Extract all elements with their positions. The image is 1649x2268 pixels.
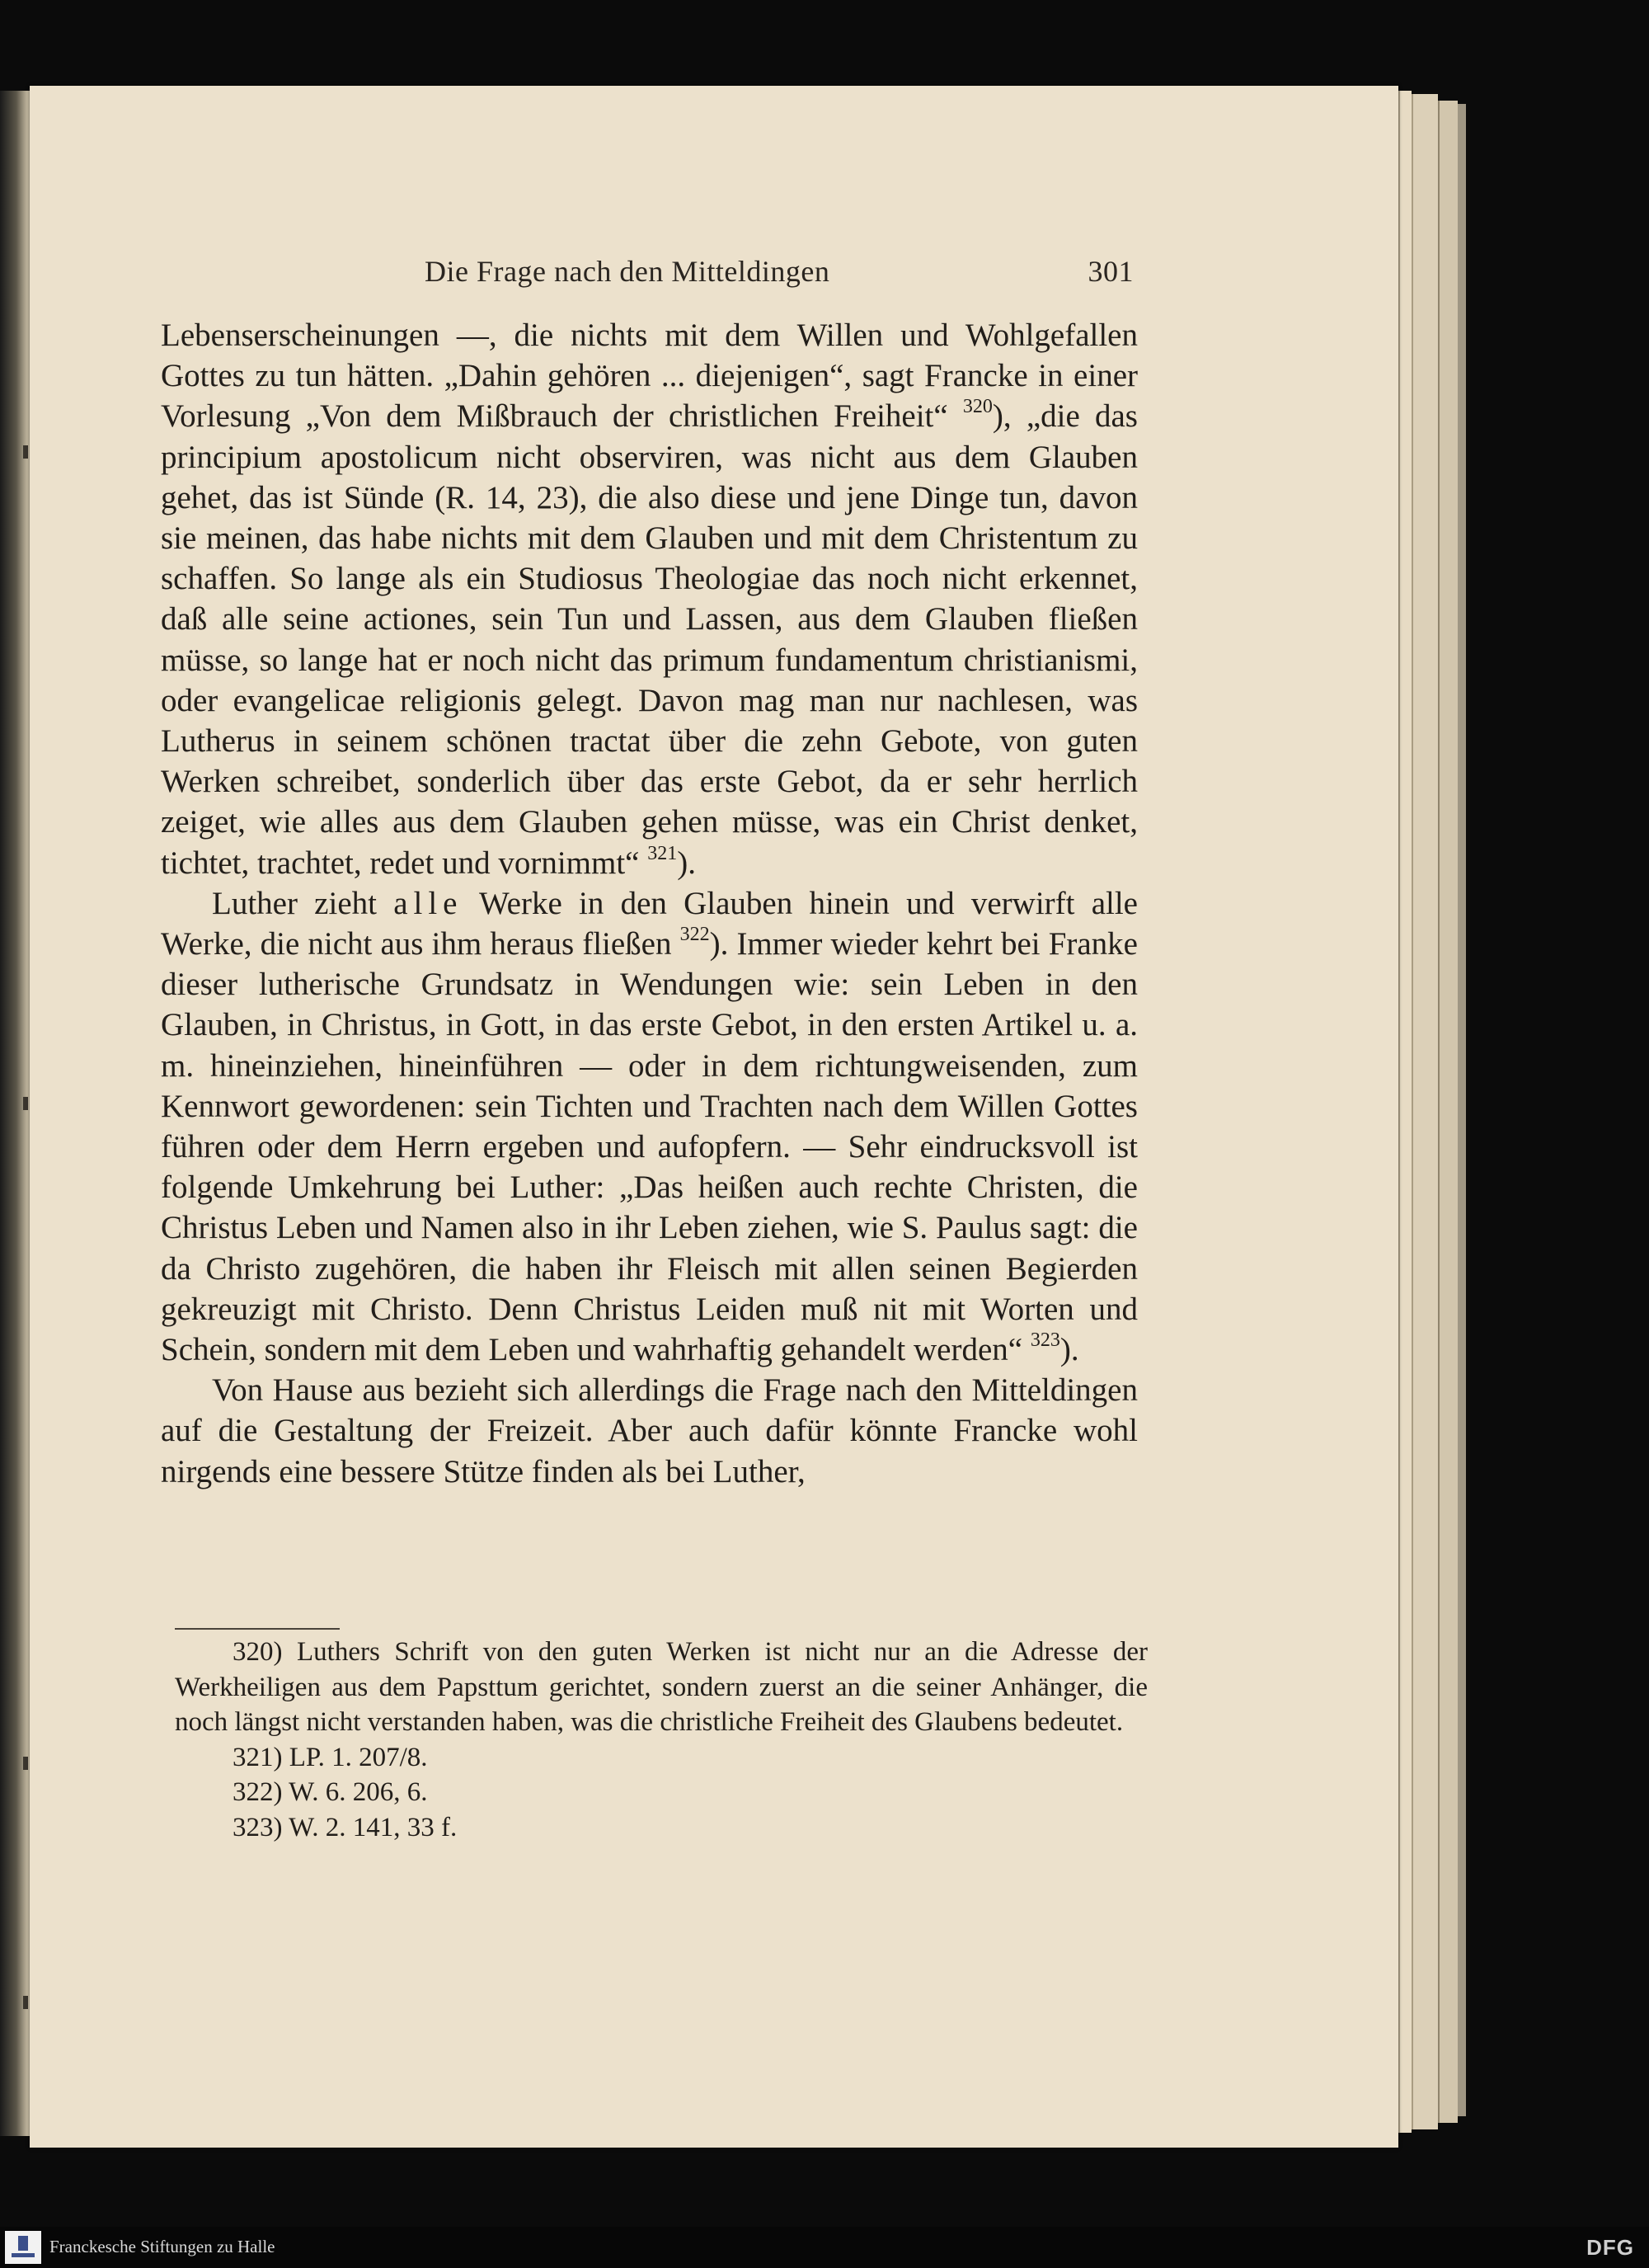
footnotes <box>175 1635 1148 1845</box>
footnote-ref: 320 <box>962 396 993 418</box>
footnote-ref: 323 <box>1030 1329 1060 1352</box>
running-head-title: Die Frage nach den Mitteldingen <box>425 255 830 288</box>
book-left-edge <box>0 91 30 2136</box>
paragraph-3 <box>161 1370 1138 1492</box>
dfg-logo: DFG <box>1586 2235 1634 2260</box>
paragraph-text: Lebenserscheinungen —, die nichts mit dem Willen und Wohlgefallen Gottes zu tun hätten. „Dahin gehören ... diejenigen“, sagt Francke in einer Vorlesung „Von dem Mißbrauch der christlichen Freiheit“ <box>161 318 1138 435</box>
page-number: 301 <box>1088 255 1134 288</box>
gutter-mark <box>23 445 28 459</box>
institution-logo-icon <box>5 2231 41 2264</box>
page-edge-layer <box>1458 104 1466 2116</box>
gutter-mark <box>23 1996 28 2009</box>
page-edge-layer <box>1438 101 1458 2123</box>
footnote-separator <box>175 1628 340 1630</box>
page-edge-layer <box>1398 91 1412 2133</box>
logo-base <box>12 2253 35 2257</box>
paragraph-1 <box>161 315 1138 883</box>
page-edge-layer <box>1412 94 1438 2129</box>
footnote-ref: 321 <box>647 842 678 864</box>
paragraph-text: ). <box>1059 1332 1079 1368</box>
footnote-320: 320) Luthers Schrift von den guten Werken ist nicht nur an die Adresse der Werkheiligen aus dem Papsttum gerichtet, sondern zuerst an die seiner Anhänger, die noch längst nicht verstanden haben, was die christliche Freiheit des Glaubens bedeutet. <box>175 1637 1148 1737</box>
footnote-322: 322) W. 6. 206, 6. <box>233 1777 428 1807</box>
gutter-mark <box>23 1757 28 1770</box>
paragraph-text: Luther zieht <box>212 885 394 921</box>
footnote-323: 323) W. 2. 141, 33 f. <box>233 1812 458 1842</box>
gutter-mark <box>23 1097 28 1110</box>
book-page-edges <box>1398 91 1473 2136</box>
footnote-ref: 322 <box>679 924 710 946</box>
paragraph-text: ). <box>677 845 696 881</box>
paragraph-text: Von Hause aus bezieht sich allerdings die Frage nach den Mitteldingen auf die Gestaltung der Freizeit. Aber auch dafür könnte Francke wohl nirgends eine bessere Stütze finden als bei Luther, <box>161 1372 1138 1489</box>
institution-name: Franckesche Stiftungen zu Halle <box>49 2237 275 2256</box>
body-text <box>161 315 1138 1492</box>
logo-mark <box>18 2236 28 2251</box>
paragraph-text: ), „die das principium apostolicum nicht observiren, was nicht aus dem Glauben gehet, das ist Sünde (R. 14, 23), die also diese und jene Dinge tun, davon sie meinen, das habe nichts mit dem Glauben und mit dem Christentum zu schaffen. So lange als ein Studiosus Theologiae das noch nicht erkennet, daß alle seine actiones, sein Tun und Lassen, aus dem Glauben fließen müsse, so lange hat er noch nicht das primum fundamentum christianismi, oder evangelicae religionis gelegt. Davon mag man nur nachlesen, was Lutherus in seinem schönen tractat über die zehn Gebote, von guten Werken schreibet, sonderlich über das erste Gebot, da er sehr herrlich zeiget, wie alles aus dem Glauben gehen müsse, was ein Christ denket, tichtet, trachtet, redet und vornimmt“ <box>161 398 1138 881</box>
emphasized-word: alle <box>393 885 463 921</box>
paragraph-text: ). Immer wieder kehrt bei Franke dieser lutherische Grundsatz in Wendungen wie: sein Leben in den Glauben, in Christus, in Gott, in das erste Gebot, in den ersten Artikel u. a. m. hineinziehen, hineinführen — oder in dem richtungweisenden, zum Kennwort gewordenen: sein Tichten und Trachten nach dem Willen Gottes führen oder dem Herrn ergeben und aufopfern. — Sehr eindrucksvoll ist folgende Umkehrung bei Luther: „Das heißen auch rechte Christen, die Christus Leben und Namen also in ihr Leben ziehen, wie S. Paulus sagt: die da Christo zugehören, die haben ihr Fleisch mit allen seinen Begierden gekreuzigt mit Christo. Denn Christus Leiden muß nit mit Worten und Schein, sondern mit dem Leben und wahrhaftig gehandelt werden“ <box>161 926 1138 1368</box>
paragraph-text: Werke in den Glauben hinein und verwirft alle Werke, die nicht aus ihm heraus fließen <box>161 885 1138 962</box>
paragraph-2 <box>161 883 1138 1370</box>
footnote-321: 321) LP. 1. 207/8. <box>233 1742 428 1772</box>
